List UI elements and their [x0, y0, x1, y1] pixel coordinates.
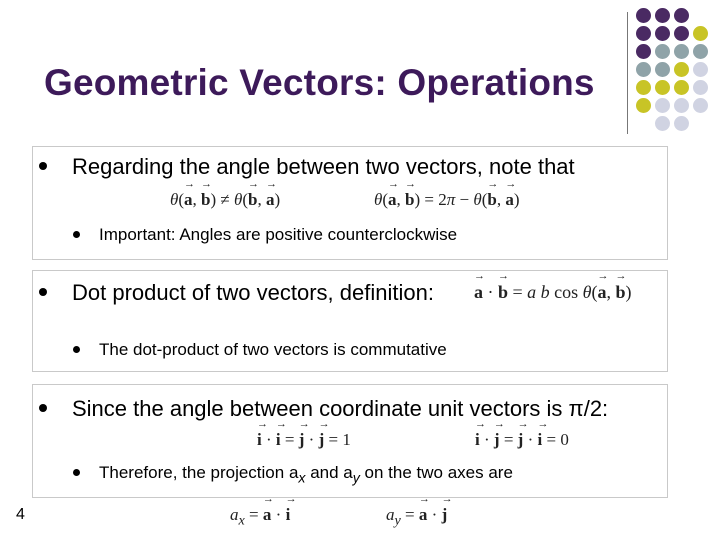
page-number: 4: [16, 506, 25, 523]
bullet-angle: [72, 154, 575, 180]
decorative-dot: [693, 80, 708, 95]
bullet-text: and a: [305, 463, 353, 482]
decorative-dot: [636, 26, 651, 41]
decorative-dot: [636, 62, 651, 77]
sub-bullet-commutative: [99, 340, 447, 360]
bullet-text: Therefore, the projection a: [99, 463, 299, 482]
decorative-dot: [674, 116, 689, 131]
decorative-dot: [674, 98, 689, 113]
decorative-dot: [674, 44, 689, 59]
decorative-dot: [674, 26, 689, 41]
slide-title: Geometric Vectors: Operations: [44, 62, 595, 103]
decorative-dot: [674, 62, 689, 77]
bullet-text: on the two axes are: [359, 463, 513, 482]
decorative-dot: [655, 26, 670, 41]
bullet-text: Since the angle between coordinate unit vectors is π/2:: [72, 396, 609, 421]
bullet-dot: [73, 469, 80, 476]
decorative-dot: [655, 62, 670, 77]
bullet-dot: [39, 288, 47, 296]
bullet-dot: [39, 404, 47, 412]
bullet-text: Dot product of two vectors, definition:: [72, 280, 434, 305]
decorative-dot: [655, 44, 670, 59]
decorative-dot: [655, 80, 670, 95]
decorative-dot: [674, 8, 689, 23]
decorative-dot: [693, 62, 708, 77]
dot-decoration: [636, 8, 720, 144]
decorative-dot: [655, 8, 670, 23]
decorative-dot: [674, 80, 689, 95]
formula-projection-y: $a_y$ = → a · → j: [386, 505, 447, 529]
decorative-dot: [655, 116, 670, 131]
decorative-dot: [693, 26, 708, 41]
decorative-dot: [693, 98, 708, 113]
decorative-dot: [636, 44, 651, 59]
bullet-text: Regarding the angle between two vectors, note that: [72, 154, 575, 179]
formula-projection-x: $a_x$ = → a · → i: [230, 505, 290, 529]
bullet-dot: [73, 346, 80, 353]
bullet-text: The dot-product of two vectors is commutative: [99, 340, 447, 359]
sub-bullet-projection: [99, 463, 513, 486]
bullet-dot: [73, 231, 80, 238]
subscript-x: x: [298, 470, 306, 487]
bullet-dot-product: [72, 280, 434, 306]
decorative-dot: [636, 98, 651, 113]
formula-angle-relation: θ(→ a, → b) = 2π − θ(→ b, → a): [374, 190, 520, 210]
bullet-text: Important: Angles are positive counterclockwise: [99, 225, 458, 244]
formula-unit-norm: → i · → i = → j · → j = 1: [257, 430, 351, 450]
sub-bullet-angles: [99, 225, 457, 245]
formula-angle-inequality: θ(→ a, → b) ≠ θ(→ b, → a): [170, 190, 280, 210]
bullet-dot: [39, 162, 47, 170]
formula-dot-product: → a · → b = a b cos θ(→ a, → b): [474, 282, 632, 303]
decorative-dot: [693, 44, 708, 59]
decorative-dot: [636, 8, 651, 23]
divider-line: [627, 12, 628, 134]
subscript-y: y: [352, 470, 360, 487]
formula-unit-orthogonal: → i · → j = → j · → i = 0: [475, 430, 569, 450]
decorative-dot: [636, 80, 651, 95]
decorative-dot: [655, 98, 670, 113]
